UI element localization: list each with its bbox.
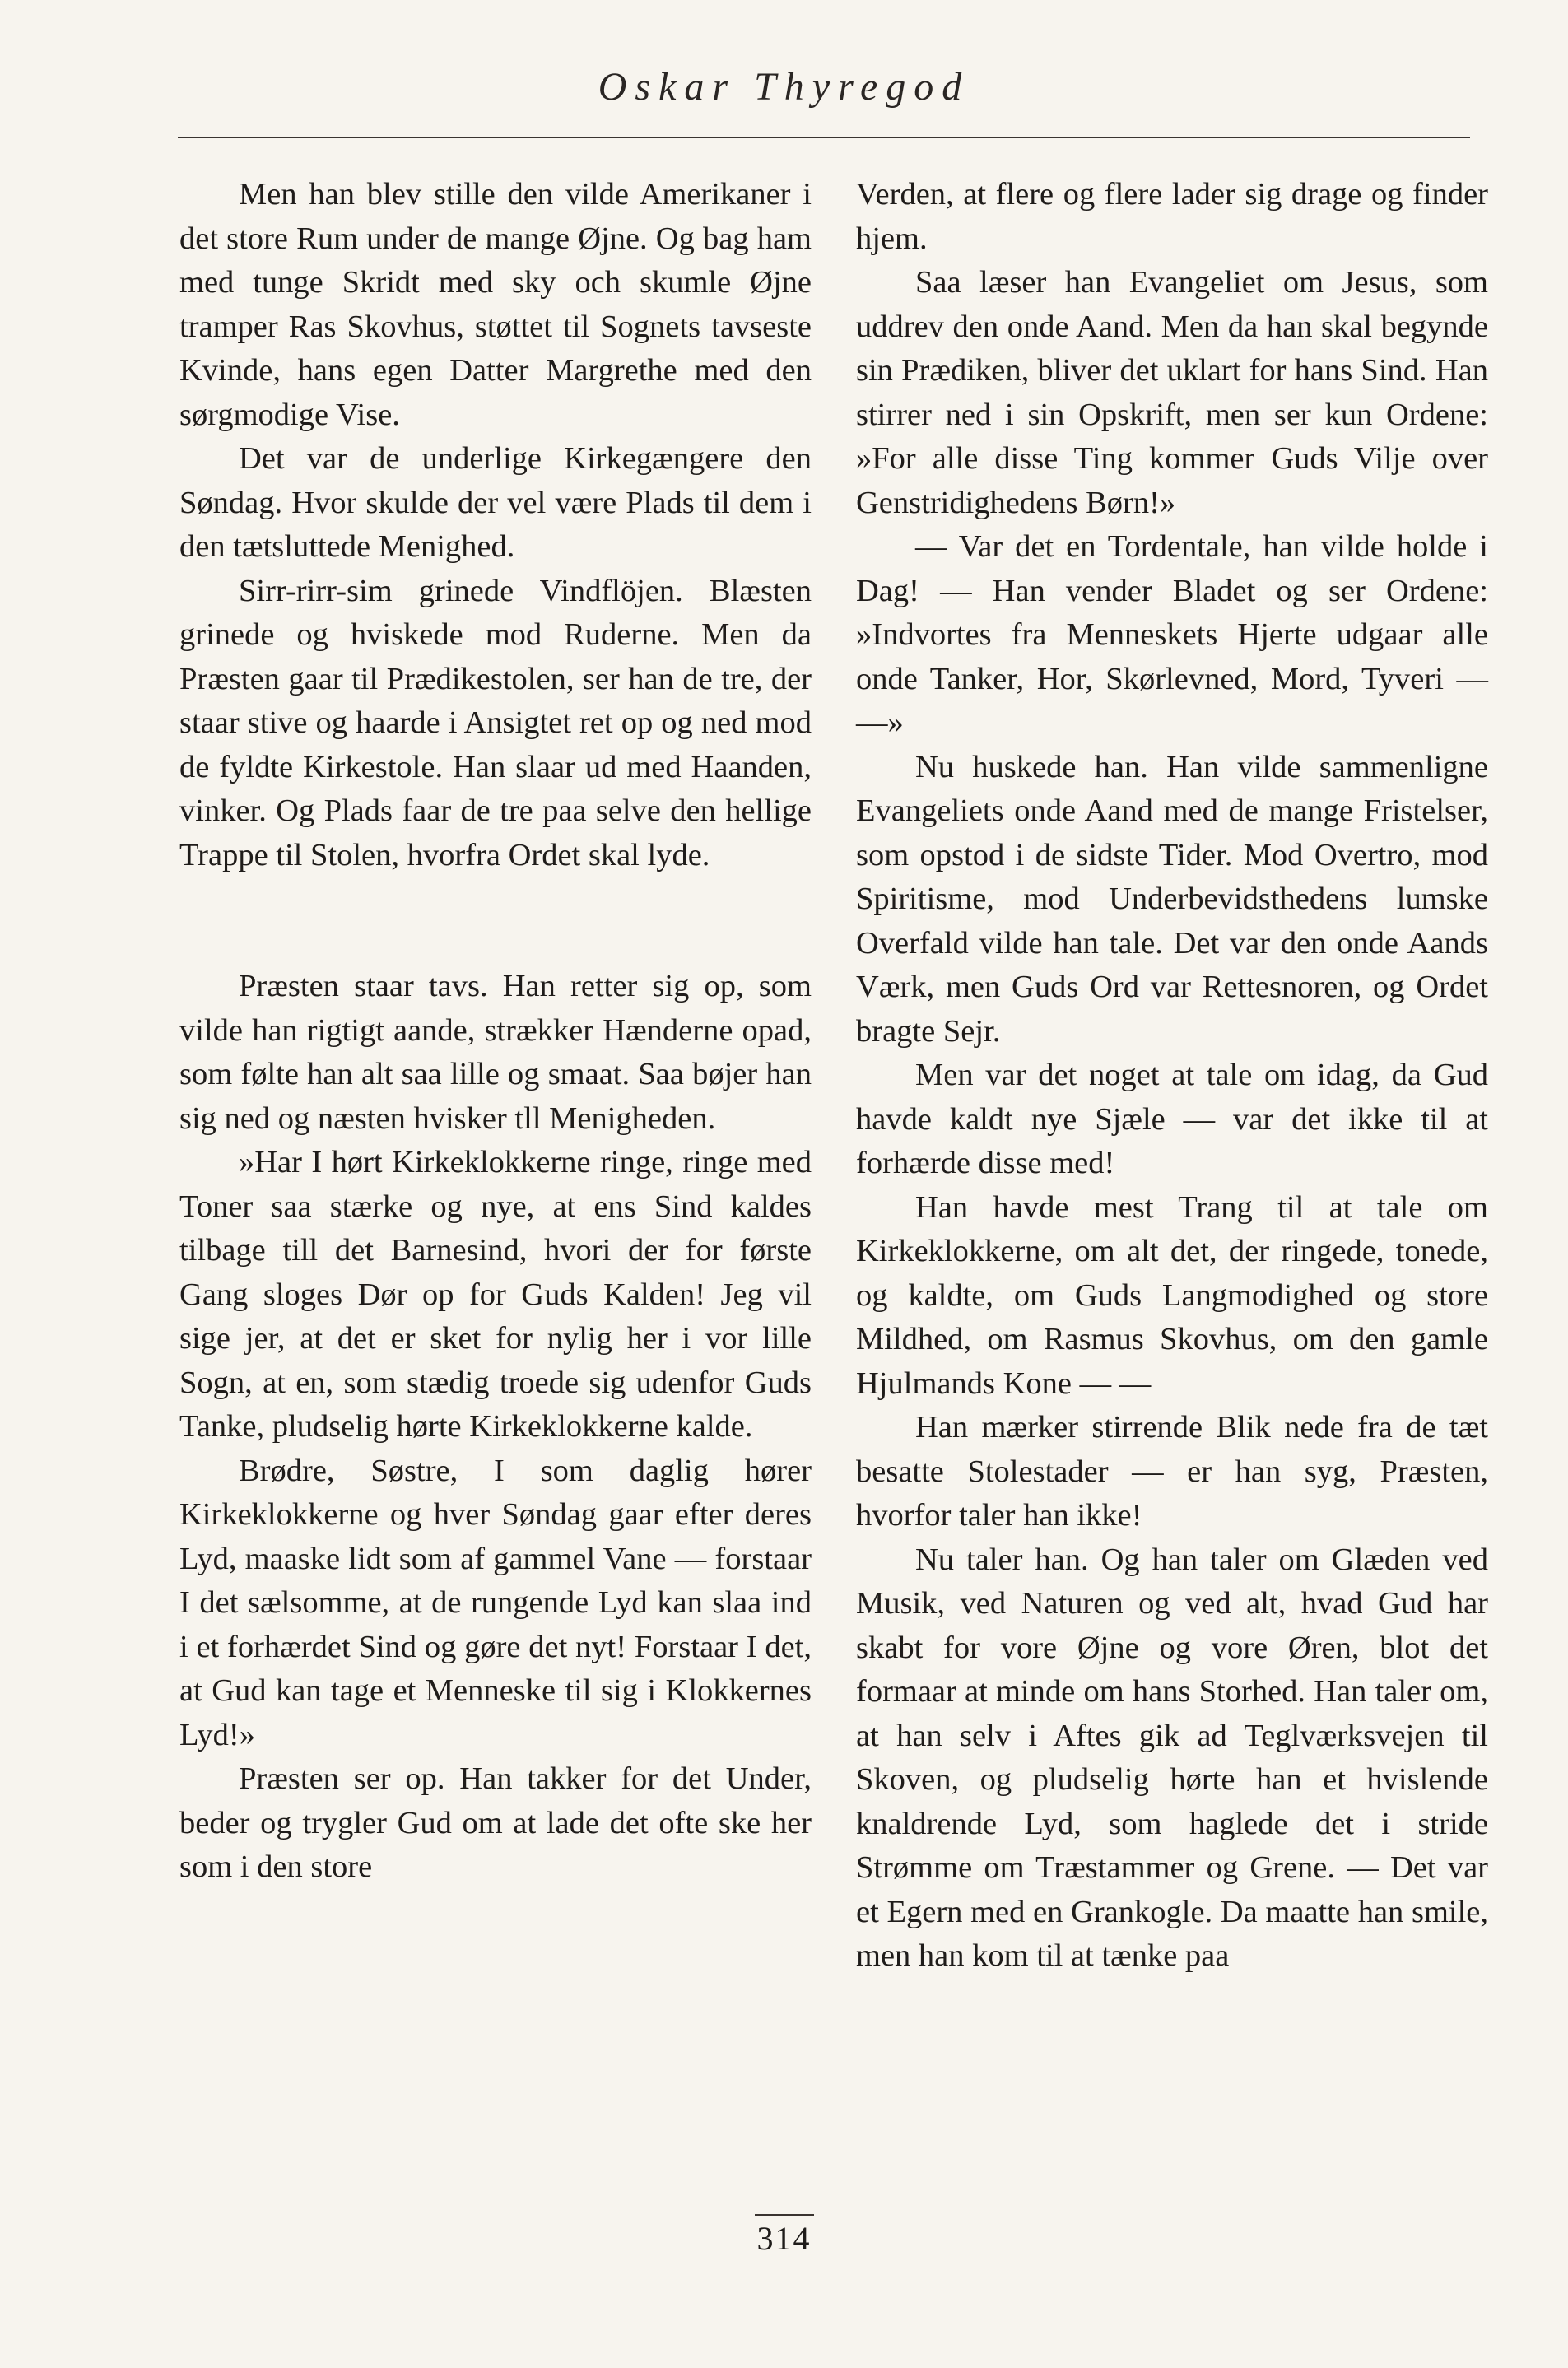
paragraph: Saa læser han Evangeliet om Jesus, som uddrev den onde Aand. Men da han skal begynde sin Prædiken, bliver det uklart for hans Sind. Han stirrer ned i sin Opskrift, men ser kun Ordene: »For alle disse Ting kommer Guds Vilje over Genstridighedens Børn!» bbox=[856, 265, 1488, 520]
right-column bbox=[856, 173, 1488, 1979]
paragraph: Han havde mest Trang til at tale om Kirkeklokkerne, om alt det, der ringede, tonede, og kaldte, om Guds Langmodighed og store Mildhed, om Rasmus Skovhus, om den gamle Hjulmands Kone — — bbox=[856, 1189, 1488, 1401]
paragraph: Nu taler han. Og han taler om Glæden ved Musik, ved Naturen og ved alt, hvad Gud har skabt for vore Øjne og vore Øren, blot det formaar at minde om hans Storhed. Han taler om, at han selv i Aftes gik ad Teglværksvejen til Skoven, og pludselig hørte han et hvislende knaldrende Lyd, som haglede det i stride Strømme om Træstammer og Grene. — Det var et Egern med en Grankogle. Da maatte han smile, men han kom til at tænke paa bbox=[856, 1542, 1488, 1973]
left-column bbox=[179, 173, 812, 1890]
paragraph: Han mærker stirrende Blik nede fra de tæt besatte Stolestader — er han syg, Præsten, hvorfor taler han ikke! bbox=[856, 1410, 1488, 1533]
paragraph: Præsten staar tavs. Han retter sig op, som vilde han rigtigt aande, strækker Hænderne opad, som følte han alt saa lille og smaat. Saa bøjer han sig ned og næsten hvisker tll Menigheden. bbox=[179, 969, 812, 1136]
header-rule bbox=[178, 137, 1470, 138]
paragraph: Brødre, Søstre, I som daglig hører Kirkeklokkerne og hver Søndag gaar efter deres Lyd, maaske lidt som af gammel Vane — forstaar I det sælsomme, at de rungende Lyd kan slaa ind i et forhærdet Sind og gøre det nyt! Forstaar I det, at Gud kan tage et Menneske til sig i Klokkernes Lyd!» bbox=[179, 1453, 812, 1752]
paragraph: »Har I hørt Kirkeklokkerne ringe, ringe med Toner saa stærke og nye, at ens Sind kaldes tilbage till det Barnesind, hvori der for første Gang sloges Dør op for Guds Kalden! Jeg vil sige jer, at det er sket for nylig her i vor lille Sogn, at en, som stædig troede sig udenfor Guds Tanke, pludselig hørte Kirkeklokkerne kalde. bbox=[179, 1145, 812, 1444]
page-number-text: 314 bbox=[755, 2214, 814, 2258]
paragraph: Det var de underlige Kirkegængere den Søndag. Hvor skulde der vel være Plads til dem i den tætsluttede Menighed. bbox=[179, 441, 812, 564]
paragraph: Verden, at flere og flere lader sig drage og finder hjem. bbox=[856, 177, 1488, 256]
paragraph: Men var det noget at tale om idag, da Gud havde kaldt nye Sjæle — var det ikke til at forhærde disse med! bbox=[856, 1058, 1488, 1180]
section-break bbox=[179, 877, 812, 965]
page-number bbox=[0, 2214, 1568, 2258]
paragraph: — Var det en Tordentale, han vilde holde i Dag! — Han vender Bladet og ser Ordene: »Indvortes fra Menneskets Hjerte udgaar alle onde Tanker, Hor, Skørlevned, Mord, Tyveri — —» bbox=[856, 529, 1488, 740]
running-title: Oskar Thyregod bbox=[598, 65, 970, 109]
paragraph: Men han blev stille den vilde Amerikaner i det store Rum under de mange Øjne. Og bag ham med tunge Skridt med sky och skumle Øjne tramper Ras Skovhus, støttet til Sognets tavseste Kvinde, hans egen Datter Margrethe med den sørgmodige Vise. bbox=[179, 177, 812, 432]
paragraph: Nu huskede han. Han vilde sammenligne Evangeliets onde Aand med de mange Fristelser, som opstod i de sidste Tider. Mod Overtro, mod Spiritisme, mod Underbevidsthedens lumske Overfald vilde han tale. Det var den onde Aands Værk, men Guds Ord var Rettesnoren, og Ordet bragte Sejr. bbox=[856, 749, 1488, 1049]
paragraph: Præsten ser op. Han takker for det Under, beder og trygler Gud om at lade det ofte ske her som i den store bbox=[179, 1761, 812, 1884]
paragraph: Sirr-rirr-sim grinede Vindflöjen. Blæsten grinede og hviskede mod Ruderne. Men da Præsten gaar til Prædikestolen, ser han de tre, der staar stive og haarde i Ansigtet ret op og ned mod de fyldte Kirkestole. Han slaar ud med Haanden, vinker. Og Plads faar de tre paa selve den hellige Trappe til Stolen, hvorfra Ordet skal lyde. bbox=[179, 573, 812, 872]
